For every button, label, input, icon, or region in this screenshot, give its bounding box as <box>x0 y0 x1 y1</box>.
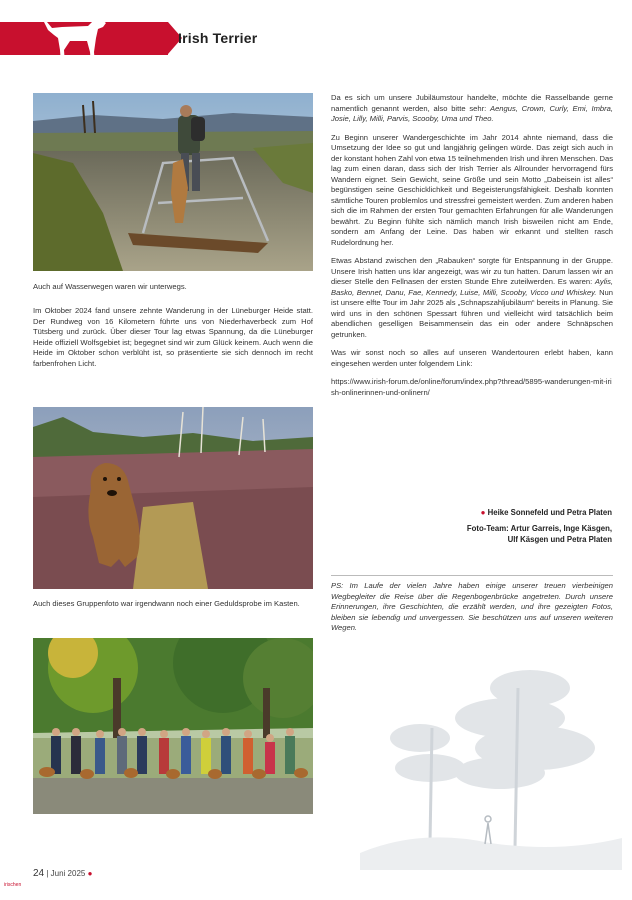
link-intro: Was wir sonst noch so alles auf unseren Wandertouren erlebt haben, kann eingesehen werden unter folgendem Link: <box>331 348 613 368</box>
heide-paragraph: Im Oktober 2024 fand unsere zehnte Wanderung in der Lüneburger Heide statt. Der Rundweg von 16 Kilometern führte uns von Niederhaverbeck zum Hof Tütsberg und zurück. Über dieser Tour lag etwas Spannung, da die Lüneburger Heide offiziell Wolfsgebiet ist; begegnet sind wir zum Glück keinem. Auch wenn die Heide im Oktober schon verblüht ist, so präsentierte sie sich dennoch im recht farbenfrohen Licht. <box>33 306 313 368</box>
dog-names-current: Aengus, Crown, Curly, Emi, Imbra, Josie, Lilly, Milli, Parvis, Scooby, Uma und Theo. <box>331 103 613 123</box>
first-hour-text: Etwas Abstand zwischen den „Rabauken“ sorgte für Entspannung in der Gruppe. Unsere Irish hatten uns klar angezeigt, was wir zu tun hatten. Darum lassen wir an dieser Stelle den Fellnasen der ersten Stunde Ehre zuteilwerden. Es waren: <box>331 256 613 286</box>
ps-note: PS: Im Laufe der vielen Jahre haben einige unserer treuen vierbeinigen Wegbegleiter die Reise über die Regenbogenbrücke angetreten. Durch unsere Erinnerungen, ihre Geschichten, die erzählt werden, und ihre gezeigten Fotos, bleiben sie lebendig und unvergessen. Sie beschützen uns auf unseren weiteren Wegen. <box>331 575 613 634</box>
terrier-logo-icon <box>40 8 110 66</box>
paw-footer-icon: ● <box>87 869 93 878</box>
caption-water: Auch auf Wasserwegen waren wir unterwegs. <box>33 282 187 291</box>
left-paragraph <box>33 306 313 377</box>
page-number: 24 <box>33 868 45 879</box>
dog-names-first: Aylis, Basko, Bennet, Danu, Fae, Kennedy, Luise, Milli, Scooby, Vicco und Whiskey. <box>331 277 613 297</box>
jubilee-text: Da es sich um unsere Jubiläumstour handelte, möchte die Rasselbande gerne namentlich genannt werden, also bitte sehr: <box>331 93 613 113</box>
paw-icon: ● <box>480 508 486 517</box>
history-paragraph: Zu Beginn unserer Wandergeschichte im Jahr 2014 ahnte niemand, dass die Umsetzung der Idee so gut und langjährig gelingen würde. Das zeigt sich auch in der konstant hohen Zahl von etwa 15 teilnehmenden Irish und ihren Menschen. Das lag zum einen daran, dass sich der Irish Terrier als Allrounder hervorragend fürs Wandern eignet. Sein Gewicht, seine Größe und sein Motto „Dabeisein ist alles“ begünstigen seine Geschicklichkeit und Begeisterungsfähigkeit. Deshalb konnten sämtliche Touren problemlos und stressfrei gemeistert werden. Zum anderen haben sich die im Rahmen der ersten Tour gemachten Erfahrungen für alle Wanderungen bewährt. Zu Beginn fühlte sich nämlich manch Irish bisweilen nicht am Ende, sondern am Anfang der Leine. Das haben wir erkannt und stellten rasch Rudelordnung her. <box>331 132 613 247</box>
photo-team-line2: Ulf Käsgen und Petra Platen <box>507 535 612 544</box>
photo-water-crossing <box>33 93 313 271</box>
forum-link[interactable]: https://www.irish-forum.de/online/forum/index.php?thread/5895-wanderungen-mit-irish-onlinerinnen-und-onlinern/ <box>331 377 612 397</box>
photo-group <box>33 638 313 814</box>
author-names: Heike Sonnefeld und Petra Platen <box>487 508 612 517</box>
first-hour-paragraph <box>331 256 613 340</box>
section-title: Irish Terrier <box>178 30 258 46</box>
photo-terrier-heath <box>33 407 313 589</box>
jubilee-paragraph <box>331 93 613 125</box>
author-line <box>352 507 612 518</box>
right-column <box>331 93 613 406</box>
page-footer <box>33 868 92 879</box>
photo-team-line1: Foto-Team: Artur Garreis, Inge Käsgen, <box>466 524 612 533</box>
issue-date: | Juni 2025 <box>46 869 86 878</box>
next-tour-text: Nun ist unsere elfte Tour im Jahr 2025 als „Schnapszahljubiläum“ bereits in Planung. Sie wird uns in den schönen Spessart führen und vielleicht wird tatsächlich beim abendlichen geselligen Beisammensein das ein oder andere Schnäpschen getrunken. <box>331 287 613 339</box>
author-block <box>352 507 612 545</box>
brand-label: irischen <box>4 882 22 888</box>
caption-groupphoto: Auch dieses Gruppenfoto war irgendwann noch einer Geduldsprobe im Kasten. <box>33 599 300 608</box>
tree-sketch-icon <box>360 648 622 870</box>
